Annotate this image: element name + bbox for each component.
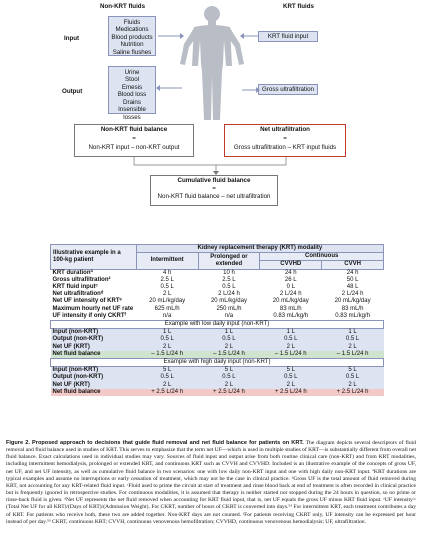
table-cell: 2.5 L	[160, 276, 174, 283]
table-row	[51, 344, 384, 351]
output-label: Output	[62, 88, 83, 95]
table-cell: 0.5 L	[222, 336, 236, 343]
table-cell: – 1.5 L/24 h	[213, 350, 245, 357]
table-cell: 50 L	[346, 276, 359, 283]
table-cell: 2 L	[348, 343, 357, 350]
table-cell: 0 L	[286, 284, 295, 291]
table-cell: 2 L/24 h	[341, 291, 364, 298]
table-cell: 2 L	[224, 381, 234, 388]
table-cell: + 2.5 L/24 h	[213, 388, 245, 395]
table-cell: 83 mL/h	[279, 305, 302, 312]
output-item: Urine	[124, 68, 140, 76]
krt-fluid-input-box: KRT fluid input	[258, 31, 318, 42]
cumulative-balance-title: Cumulative fluid balance	[177, 177, 251, 184]
row-label: Net fluid balance	[52, 350, 101, 357]
row-label: Maximum hourly net UF rate	[52, 305, 134, 312]
table-row	[51, 329, 384, 337]
table-row	[51, 374, 384, 381]
table-cell: 0.5 L	[160, 284, 174, 291]
net-uf-eq: =	[283, 134, 287, 142]
table-row	[51, 351, 384, 359]
table-row	[51, 269, 384, 277]
row-label: Net UF intensity of KRTᵉ	[52, 298, 122, 305]
table-cell: 1 L	[224, 329, 234, 336]
table-cell: 20 mL/kg/day	[334, 298, 371, 305]
row-label: Output (non-KRT)	[52, 336, 104, 343]
table-cell: 24 h	[284, 269, 297, 276]
example-label: Illustrative example in a 100-kg patient	[51, 245, 137, 270]
table-cell: – 1.5 L/24 h	[274, 350, 307, 357]
row-label: Output (non-KRT)	[52, 374, 104, 381]
nonkrt-fluids-title: Non-KRT fluids	[100, 3, 146, 10]
row-label: Gross ultrafiltration²	[52, 276, 111, 283]
table-cell: 250 mL/h	[216, 305, 242, 312]
nonkrt-balance-formula: Non-KRT input – non-KRT output	[88, 143, 180, 151]
table-cell: 2.5 L	[222, 276, 236, 283]
table-cell: 0.5 L	[284, 374, 298, 381]
table-cell: 1 L	[162, 329, 172, 336]
table-row	[51, 313, 384, 321]
table-cell: n/a	[224, 312, 234, 319]
nonkrt-arrows	[156, 16, 184, 116]
high-rows	[51, 367, 384, 396]
col-continuous: Continuous	[260, 253, 384, 261]
table-cell: 2 L	[224, 343, 234, 350]
low-rows	[51, 329, 384, 359]
output-item: Drains	[123, 98, 141, 106]
table-row	[51, 389, 384, 396]
row-label: Input (non-KRT)	[52, 329, 99, 336]
gross-ultrafiltration-box: Gross ultrafiltration	[258, 84, 318, 95]
cumulative-balance-box	[150, 175, 278, 206]
table-cell: 2 L	[286, 381, 295, 388]
figure-caption	[6, 440, 416, 526]
row-label: Net UF (KRT)	[52, 381, 90, 388]
table-cell: 2 L/24 h	[218, 291, 240, 298]
low-example-title: Example with low daily input (non-KRT)	[51, 321, 384, 329]
nonkrt-balance-title: Non-KRT fluid balance	[100, 126, 168, 133]
table-cell: 48 L	[346, 284, 359, 291]
row-label: Net UF (KRT)	[52, 343, 90, 350]
main-rows	[51, 269, 384, 320]
table-cell: 0.5 L	[345, 374, 360, 381]
nonkrt-output-list	[108, 66, 156, 122]
table-cell: 4 h	[162, 269, 172, 276]
table-cell: + 2.5 L/24 h	[336, 388, 369, 395]
table-row	[51, 306, 384, 313]
input-item: Fluids	[123, 18, 141, 26]
row-label: KRT durationª	[52, 269, 93, 276]
table-cell: 20 mL/kg/day	[272, 298, 309, 305]
table-cell: 2 L	[162, 381, 172, 388]
krt-modality-table	[50, 244, 384, 396]
table-cell: 0.5 L	[345, 336, 360, 343]
table-cell: 2 L	[162, 343, 172, 350]
input-label: Input	[64, 35, 80, 42]
input-item: Nutrition	[120, 41, 144, 49]
table-cell: 5 L	[224, 367, 234, 374]
table-cell: 0.5 L	[222, 284, 236, 291]
col-cvvh: CVVH	[322, 261, 384, 269]
table-cell: 0.5 L	[284, 336, 298, 343]
table-row	[51, 277, 384, 284]
table-row	[51, 382, 384, 389]
nonkrt-input-list	[108, 16, 156, 56]
table-cell: 1 L	[286, 329, 295, 336]
table-cell: 20 mL/kg/day	[149, 298, 186, 305]
table-cell: 2 L	[348, 381, 357, 388]
table-cell: 0.83 mL/kg/h	[273, 312, 309, 319]
table-cell: 10 h	[223, 269, 235, 276]
modality-header: Kidney replacement therapy (KRT) modality	[136, 245, 383, 253]
row-label: Net fluid balance	[52, 388, 101, 395]
table-cell: 2 L	[162, 291, 172, 298]
krt-fluids-title: KRT fluids	[283, 3, 314, 10]
table-cell: – 1.5 L/24 h	[151, 350, 183, 357]
table-cell: 2 L/24 h	[279, 291, 302, 298]
table-cell: 5 L	[348, 367, 357, 374]
output-item: Stool	[124, 76, 140, 84]
table-cell: 1 L	[348, 329, 357, 336]
table-row	[51, 298, 384, 305]
table-cell: 0.5 L	[160, 374, 174, 381]
input-item: Medications	[115, 26, 149, 34]
table-cell: 5 L	[162, 367, 172, 374]
output-item: Emesis	[121, 83, 143, 91]
cumulative-balance-formula: Non-KRT fluid balance – net ultrafiltration	[157, 192, 271, 200]
table-cell: 0.83 mL/kg/h	[335, 312, 370, 319]
row-label: Net ultrafiltrationᵈ	[52, 291, 104, 298]
balance-connectors	[130, 157, 310, 175]
col-prolonged: Prolonged or extended	[198, 253, 260, 269]
net-uf-formula: Gross ultrafiltration – KRT input fluids	[233, 143, 337, 151]
net-uf-box	[224, 124, 346, 157]
cumulative-balance-eq: =	[212, 184, 216, 192]
row-label: UF intensity if only CKRTᶠ	[52, 312, 126, 319]
row-label: Input (non-KRT)	[52, 367, 99, 374]
nonkrt-balance-eq: =	[132, 134, 136, 142]
table-cell: 26 L	[284, 276, 297, 283]
row-label: KRT fluid inputᶜ	[52, 284, 98, 291]
input-item: Blood products	[111, 33, 153, 41]
table-cell: – 1.5 L/24 h	[336, 350, 369, 357]
table-cell: + 2.5 L/24 h	[151, 388, 184, 395]
table-cell: 5 L	[286, 367, 295, 374]
high-example-title: Example with high daily input (non-KRT)	[51, 359, 384, 367]
table-row	[51, 291, 384, 298]
output-item: Blood loss	[117, 91, 147, 99]
table-row	[51, 336, 384, 343]
input-item: Saline flushes	[112, 48, 152, 56]
table-row	[51, 367, 384, 375]
col-cvvhd: CVVHD	[260, 261, 322, 269]
output-item: Insensible losses	[118, 106, 146, 122]
table-cell: 0.5 L	[160, 336, 174, 343]
table-cell: 83 mL/h	[341, 305, 364, 312]
caption-body: The diagram depicts several descriptors of fluid removal and fluid balance used in studies of KRT. This serves to emphasize that the term net UF—which is used in multiple studies of KRT—is substantially different from overall net fluid balance. Exact calculations used in individual studies may vary. Sources of fluid input and output arise from both routine clinical care (non-KRT) and from KRT modalities, including intermittent hemodialysis, prolonged or extended KRT, and continuous KRT such as CVVH and CVVHD. Included is an illustrative example of the concepts of gross UF, net UF, and net UF intensity, as well as cumulative fluid balance in two scenarios: one with low daily non-KRT input and one with high daily non-KRT input. ªKRT durations are typical examples and assume no interruptions or early cessation of treatment, which may not be the case in clinical practice. ᵇGross UF is the total amount of fluid removed during KRT, not accounting for any KRT-related fluid input. ᶜFluid used to prime the circuit at start of treatment and rinse blood back at end of treatment is often recorded in clinical practice but is frequently ignored in retrospective studies. For continuous modalities, it is assumed that therapy is neither started nor stopped during the 24 hours in question, so no prime or rinse-back fluid is given. ᵈNet UF represents the net fluid removed when accounting for KRT fluid input, that is, net UF equals the gross UF minus KRT fluid input. ᵉUF intensity=(Total Net UF for all KRT)/(Days of KRT)/(Admission Weight). For CKRT, number of hours of CKRT is converted into days.⁵³ For intermittent KRT, each treatment contributes a day of KRT. For patients who receive both, these two are added together. Non-KRT days are not counted. ᶠFor patients receiving CKRT only, UF intensity can be expressed per hour instead of per day.⁵³ CKRT, continuous KRT; CVVH, continuous venovenous hemofiltration; CVVHD, continuous venovenous hemodialysis; UF, ultrafiltration.	[6, 440, 416, 525]
table-cell: n/a	[162, 312, 172, 319]
table-cell: 2 L	[286, 343, 295, 350]
caption-figure-label: Figure 2. Proposed approach to decisions that guide fluid removal and net fluid balance for patients on KRT.	[6, 440, 304, 446]
table-cell: 625 mL/h	[154, 305, 180, 312]
table-cell: 24 h	[346, 269, 359, 276]
table-cell: 0.5 L	[222, 374, 236, 381]
krt-arrows	[240, 30, 260, 98]
nonkrt-balance-box	[74, 124, 194, 157]
col-intermittent: Intermittent	[136, 253, 198, 269]
net-uf-title: Net ultrafiltration	[260, 126, 310, 133]
table-cell: + 2.5 L/24 h	[274, 388, 307, 395]
table-cell: 20 mL/kg/day	[210, 298, 247, 305]
